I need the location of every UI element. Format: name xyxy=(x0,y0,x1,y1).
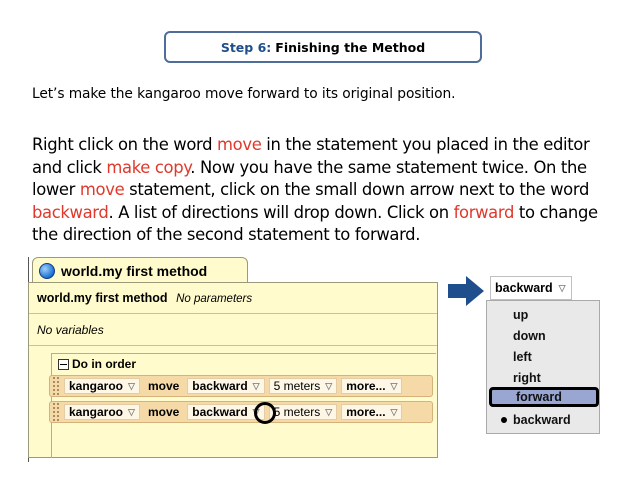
chevron-down-icon: ▽ xyxy=(252,406,260,417)
menu-item-down[interactable]: down xyxy=(513,329,546,343)
method-header xyxy=(37,291,252,305)
move-statement-2[interactable] xyxy=(49,401,433,423)
globe-icon xyxy=(39,263,55,279)
method-editor xyxy=(28,253,438,458)
move-statement-1[interactable] xyxy=(49,375,433,397)
right-arrow-icon xyxy=(448,276,484,306)
direction-menu xyxy=(486,300,600,434)
chevron-down-icon: ▽ xyxy=(390,406,398,417)
menu-item-right[interactable]: right xyxy=(513,371,541,385)
menu-item-backward[interactable]: backward xyxy=(491,410,595,430)
instructions-paragraph: Right click on the word move in the statement you placed in the editor and click make copy. Now you have the same statement twice. On the lower move statement, click on the small down arrow next to the word backward. A list of directions will drop down. Click on forward to change the direction of the second statement to forward. xyxy=(32,135,598,244)
drag-handle-icon[interactable] xyxy=(52,402,60,422)
divider xyxy=(29,345,437,346)
more-button[interactable]: more... ▽ xyxy=(341,404,402,420)
object-selector[interactable]: kangaroo ▽ xyxy=(64,378,140,394)
direction-selector[interactable]: backward ▽ xyxy=(187,404,264,420)
editor-panel xyxy=(28,282,438,458)
amount-selector[interactable]: 5 meters ▽ xyxy=(269,404,338,420)
method-name: world.my first method xyxy=(37,291,168,305)
divider xyxy=(29,313,437,314)
step-number: Step 6: xyxy=(220,39,272,55)
menu-item-forward[interactable]: forward xyxy=(489,387,599,407)
drag-handle-icon[interactable] xyxy=(52,376,60,396)
statement-verb[interactable]: move xyxy=(147,405,180,419)
highlight-circle xyxy=(254,402,276,424)
collapse-icon[interactable] xyxy=(58,359,69,370)
intro-text: Let’s make the kangaroo move forward to its original position. xyxy=(32,86,456,102)
tab-label: world.my first method xyxy=(61,262,208,279)
tab-my-first-method[interactable] xyxy=(32,257,248,283)
direction-selector[interactable]: backward ▽ xyxy=(187,378,264,394)
chevron-down-icon: ▽ xyxy=(128,380,135,391)
chevron-down-icon: ▽ xyxy=(390,380,398,391)
statement-verb[interactable]: move xyxy=(147,379,180,393)
menu-item-left[interactable]: left xyxy=(513,350,532,364)
direction-dropdown[interactable]: backward ▽ xyxy=(490,276,572,300)
chevron-down-icon: ▽ xyxy=(325,380,333,391)
bullet-icon xyxy=(501,417,507,423)
chevron-down-icon: ▽ xyxy=(252,380,260,391)
step-title: Finishing the Method xyxy=(275,39,426,55)
chevron-down-icon: ▽ xyxy=(558,282,566,293)
step-title-box xyxy=(164,31,482,63)
object-selector[interactable]: kangaroo ▽ xyxy=(64,404,140,420)
amount-selector[interactable]: 5 meters ▽ xyxy=(269,378,338,394)
menu-item-up[interactable]: up xyxy=(513,308,529,322)
method-params: No parameters xyxy=(176,293,253,305)
more-button[interactable]: more... ▽ xyxy=(341,378,402,394)
chevron-down-icon: ▽ xyxy=(128,406,135,417)
chevron-down-icon: ▽ xyxy=(325,406,333,417)
do-in-order-header: Do in order xyxy=(58,357,136,371)
variables-label: No variables xyxy=(37,323,104,337)
